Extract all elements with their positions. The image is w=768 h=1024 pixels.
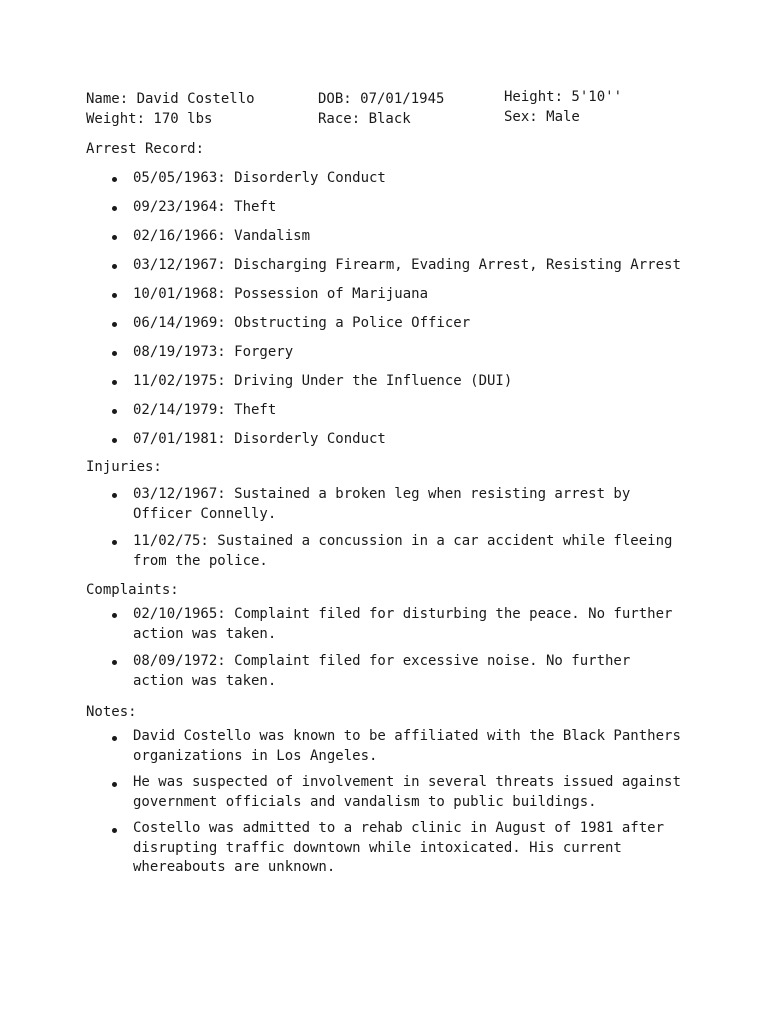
list-item-line: government officials and vandalism to public buildings. [133, 793, 597, 810]
list-item [110, 531, 710, 571]
arrest-record-heading: Arrest Record: [86, 141, 205, 157]
list-item: 03/12/1967: Discharging Firearm, Evading Arrest, Resisting Arrest [110, 255, 710, 284]
list-item: 05/05/1963: Disorderly Conduct [110, 168, 710, 197]
list-item-line: from the police. [133, 553, 268, 569]
list-item [110, 773, 710, 812]
list-item [110, 604, 710, 644]
list-item-line: 03/12/1967: Sustained a broken leg when resisting arrest by [133, 486, 631, 502]
list-item [110, 819, 710, 878]
list-item: 11/02/1975: Driving Under the Influence (DUI) [110, 371, 710, 400]
injuries-list [110, 484, 710, 578]
weight-field: Weight: 170 lbs [86, 111, 213, 127]
injuries-heading: Injuries: [86, 459, 162, 475]
list-item: 09/23/1964: Theft [110, 197, 710, 226]
name-field: Name: David Costello [86, 91, 255, 107]
race-field: Race: Black [318, 111, 411, 127]
dob-field: DOB: 07/01/1945 [318, 91, 445, 107]
list-item: 02/14/1979: Theft [110, 400, 710, 429]
list-item: 02/16/1966: Vandalism [110, 226, 710, 255]
list-item: 07/01/1981: Disorderly Conduct [110, 429, 710, 458]
personal-info-header [86, 89, 646, 133]
list-item-line: action was taken. [133, 626, 277, 642]
list-item-line: David Costello was known to be affiliated with the Black Panthers [133, 728, 681, 744]
notes-heading: Notes: [86, 704, 137, 720]
complaints-heading: Complaints: [86, 582, 179, 598]
list-item-line: whereabouts are unknown. [133, 859, 336, 875]
list-item-line: action was taken. [133, 673, 277, 689]
height-field: Height: 5'10'' [504, 89, 623, 105]
list-item-line: disrupting traffic downtown while intoxicated. His current [133, 839, 622, 856]
list-item-line: 08/09/1972: Complaint filed for excessive noise. No further [133, 653, 631, 669]
list-item: 10/01/1968: Possession of Marijuana [110, 284, 710, 313]
complaints-list [110, 604, 710, 698]
list-item: 06/14/1969: Obstructing a Police Officer [110, 313, 710, 342]
list-item [110, 651, 710, 691]
list-item-line: He was suspected of involvement in several threats issued against [133, 774, 681, 790]
sex-field: Sex: Male [504, 109, 580, 125]
list-item [110, 484, 710, 524]
list-item-line: Costello was admitted to a rehab clinic in August of 1981 after [133, 820, 665, 836]
list-item: 08/19/1973: Forgery [110, 342, 710, 371]
list-item-line: 02/10/1965: Complaint filed for disturbing the peace. No further [133, 606, 673, 622]
list-item-line: 11/02/75: Sustained a concussion in a car accident while fleeing [133, 533, 673, 549]
list-item-line: organizations in Los Angeles. [133, 747, 378, 764]
arrest-record-list [110, 168, 710, 458]
notes-list [110, 727, 710, 885]
list-item-line: Officer Connelly. [133, 506, 277, 522]
list-item [110, 727, 710, 766]
